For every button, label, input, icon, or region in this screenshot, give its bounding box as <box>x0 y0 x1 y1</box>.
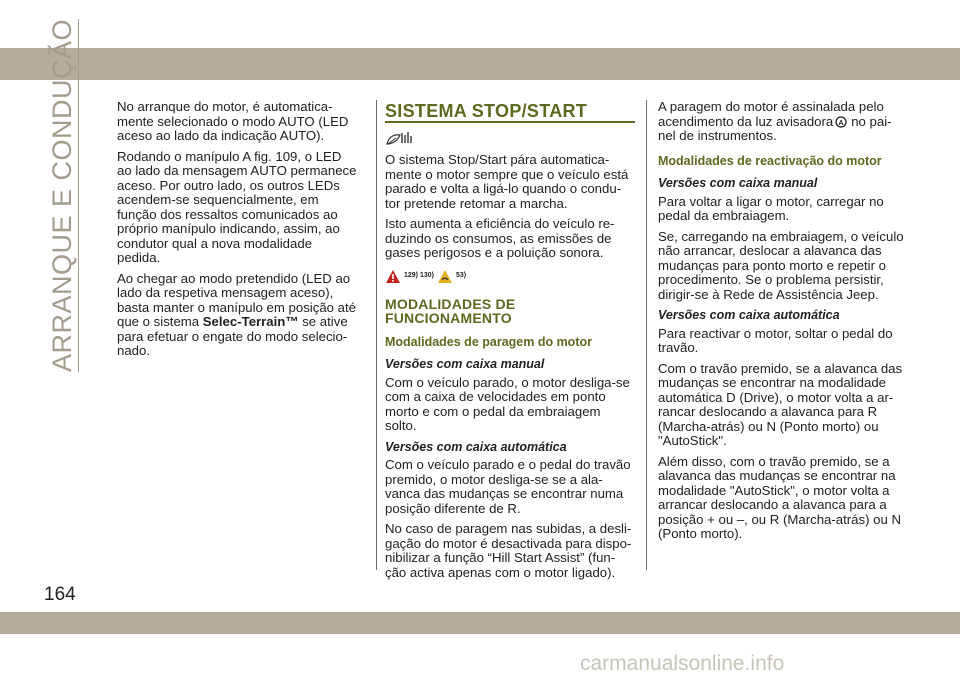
paragraph: Com o travão premido, se a alavanca das mudanças se encontrar na modalidade automática D (Drive), o motor volta a ar-rancar deslocando a alavanca para R (Marcha-atrás) ou N (Ponto morto) ou "AutoStick". <box>658 360 903 448</box>
paragraph: Para voltar a ligar o motor, carregar no pedal da embraiagem. <box>658 193 884 223</box>
chapter-side-title: ARRANQUE E CONDUÇÃO <box>47 18 77 372</box>
warnings-row <box>385 267 635 287</box>
paragraph: Além disso, com o travão premido, se a alavanca das mudanças se encontrar na modalidade "AutoStick", o motor volta a arrancar deslocando a alavanca para a posição + ou –, ou R (Marcha-atrás) ou N (Ponto morto). <box>658 453 901 541</box>
paragraph: Com o veículo parado e o pedal do travão premido, o motor desliga-se se a ala-vanca das mudanças se encontrar numa posição diferente de R. <box>385 457 631 516</box>
paragraph: Se, carregando na embraiagem, o veículo não arrancar, deslocar a alavanca das mudanças para ponto morto e repetir o procedimento. Se o problema persistir, dirigir-se à Rede de Assistência Jeep. <box>658 228 904 302</box>
paragraph: Com o veículo parado, o motor desliga-se com a caixa de velocidades em ponto morto e com o pedal da embraiagem solto. <box>385 374 630 433</box>
paragraph: O sistema Stop/Start pára automatica-mente o motor sempre que o veículo está parado e volta a ligá-lo quando o condu-tor pretende retomar a marcha. <box>385 152 629 211</box>
heading-manual: Versões com caixa manual <box>385 357 545 371</box>
heading-engine-stop: Modalidades de paragem do motor <box>385 334 592 349</box>
column-2 <box>385 100 635 586</box>
leaf-eco-icon <box>385 129 417 147</box>
warning-refs: 129) 130) <box>404 272 434 280</box>
paragraph: Isto aumenta a eficiência do veículo re-duzindo os consumos, as emissões de gases perigosos e a poluição sonora. <box>385 216 615 260</box>
caution-warning-icon <box>437 269 453 284</box>
danger-warning-icon <box>385 269 401 284</box>
header-band <box>0 48 960 80</box>
svg-text:A: A <box>838 119 844 127</box>
paragraph <box>658 100 908 144</box>
column-1 <box>117 100 357 365</box>
watermark: carmanualsonline.info <box>580 652 785 675</box>
text: no pai-nel de instrumentos. <box>658 113 892 143</box>
caution-refs: 53) <box>455 272 467 280</box>
footer-band <box>0 612 960 634</box>
eco-icons <box>385 129 635 147</box>
paragraph: No arranque do motor, é automatica-mente selecionado o modo AUTO (LED aceso ao lado da indicação AUTO). <box>117 99 349 143</box>
paragraph: No caso de paragem nas subidas, a desli-gação do motor é desactivada para dispo-nibilizar a função “Hill Start Assist” (fun-ção activa apenas com o motor ligado). <box>385 521 632 580</box>
heading-automatic: Versões com caixa automática <box>658 308 840 322</box>
text: Ao chegar ao modo pretendido (LED ao lado da respetiva mensagem aceso), basta manter o manípulo em posição até que o sistema <box>117 270 356 329</box>
paragraph: Para reactivar o motor, soltar o pedal do travão. <box>658 325 893 355</box>
heading-automatic: Versões com caixa automática <box>385 439 567 454</box>
section-title: SISTEMA STOP/START <box>385 102 635 123</box>
heading-manual: Versões com caixa manual <box>658 176 818 190</box>
paragraph: Rodando o manípulo A fig. 109, o LED ao lado da mensagem AUTO permanece aceso. Por outro lado, os outros LEDs acendem-se sequencialmente, em função dos ressaltos comunicados ao próprio manípulo indicando, assim, ao condutor qual a nova modalidade pedida. <box>117 148 357 265</box>
column-divider-2 <box>646 100 647 570</box>
text: se ative para efetuar o engate do modo selecio-nado. <box>117 314 348 358</box>
subsection-title: MODALIDADES DE FUNCIONAMENTO <box>385 295 516 326</box>
selec-terrain-term: Selec-Terrain™ <box>202 314 299 329</box>
text: A paragem do motor é assinalada pelo acendimento da luz avisadora <box>658 99 884 129</box>
page-number: 164 <box>44 584 76 605</box>
column-3 <box>658 100 908 548</box>
heading-engine-restart: Modalidades de reactivação do motor <box>658 153 882 168</box>
paragraph <box>117 272 357 359</box>
column-divider-1 <box>376 100 377 570</box>
stop-start-indicator-icon <box>835 116 849 128</box>
top-margin <box>0 0 960 48</box>
